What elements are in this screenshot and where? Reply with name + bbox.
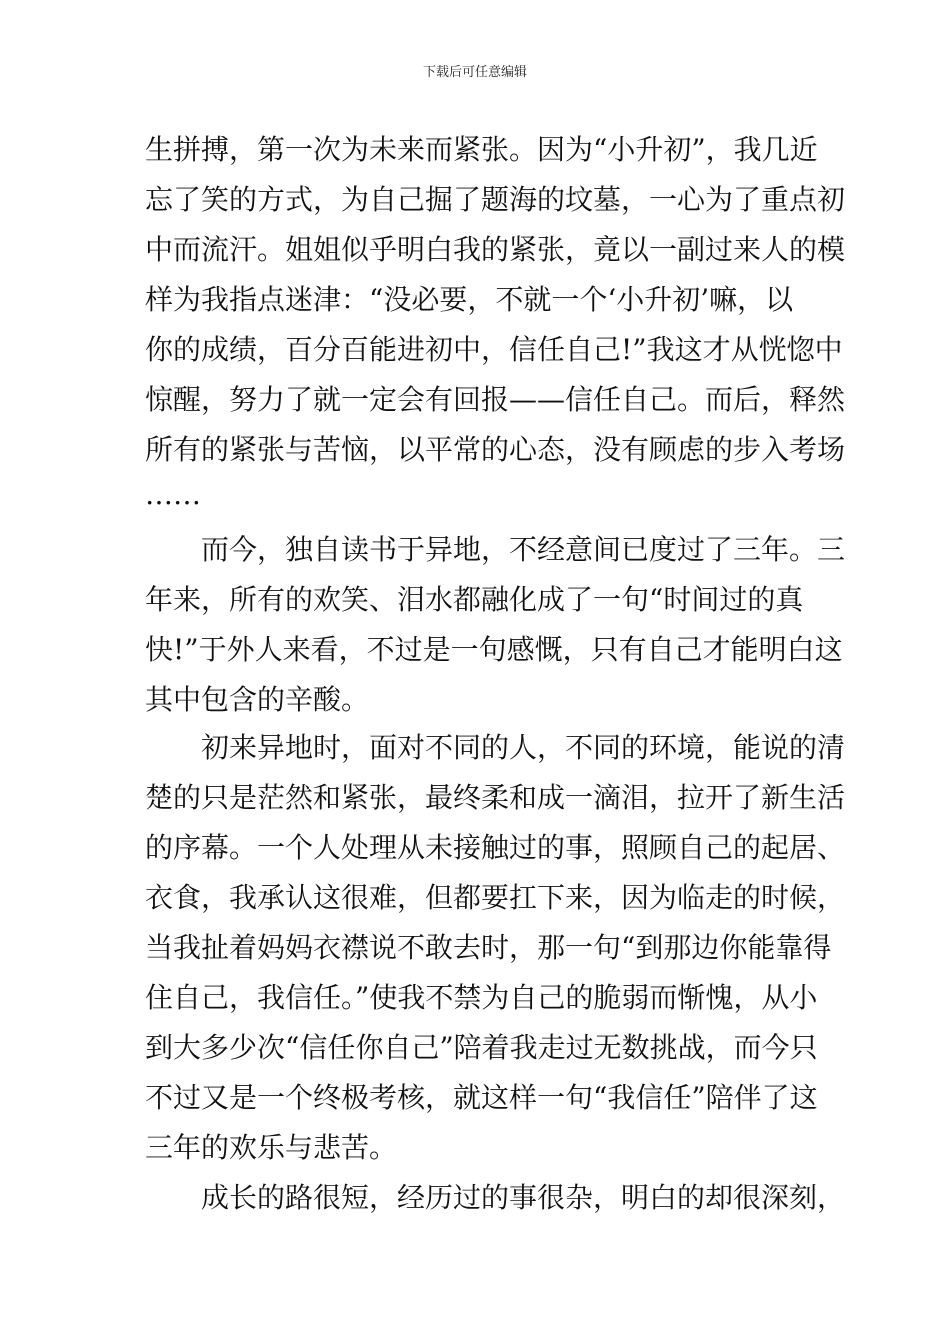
paragraph-line: 住自己，我信任。”使我不禁为自己的脆弱而惭愧，从小 (145, 981, 818, 1014)
paragraph-line: 你的成绩，百分百能进初中，信任自己!”我这才从恍惚中 (145, 333, 843, 366)
paragraph-line: 当我扯着妈妈衣襟说不敢去时，那一句“到那边你能靠得 (145, 931, 832, 964)
paragraph-line: 到大多少次“信任你自己”陪着我走过无数挑战，而今只 (145, 1031, 818, 1064)
paragraph-line: 三年的欢乐与悲苦。 (145, 1131, 398, 1164)
page-header: 下载后可任意编辑 (422, 65, 527, 80)
paragraph-line: 初来异地时，面对不同的人，不同的环境，能说的清 (201, 731, 846, 764)
paragraph-line: 年来，所有的欢笑、泪水都融化成了一句“时间过的真 (145, 583, 804, 616)
paragraph-line: …… (145, 478, 201, 511)
paragraph-line: 不过又是一个终极考核，就这样一句“我信任”陪伴了这 (145, 1081, 818, 1114)
paragraph-line: 而今，独自读书于异地，不经意间已度过了三年。三 (201, 533, 846, 566)
paragraph-line: 其中包含的辛酸。 (145, 683, 370, 716)
paragraph-line: 的序幕。一个人处理从未接触过的事，照顾自己的起居、 (145, 831, 846, 864)
paragraph-line: 楚的只是茫然和紧张，最终柔和成一滴泪，拉开了新生活 (145, 781, 846, 814)
paragraph-line: 成长的路很短，经历过的事很杂，明白的却很深刻， (201, 1181, 846, 1214)
paragraph-line: 快!”于外人来看，不过是一句感慨，只有自己才能明白这 (145, 633, 843, 666)
paragraph-line: 所有的紧张与苦恼，以平常的心态，没有顾虑的步入考场 (145, 433, 846, 466)
paragraph-line: 衣食，我承认这很难，但都要扛下来，因为临走的时候， (145, 881, 846, 914)
paragraph-line: 中而流汗。姐姐似乎明白我的紧张，竟以一副过来人的模 (145, 233, 846, 266)
paragraph-line: 惊醒，努力了就一定会有回报——信任自己。而后，释然 (145, 383, 846, 416)
paragraph-line: 样为我指点迷津：“没必要，不就一个‘小升初’嘛，以 (145, 283, 794, 316)
paragraph-line: 生拼搏，第一次为未来而紧张。因为“小升初”，我几近 (145, 133, 818, 166)
paragraph-line: 忘了笑的方式，为自己掘了题海的坟墓，一心为了重点初 (145, 183, 846, 216)
